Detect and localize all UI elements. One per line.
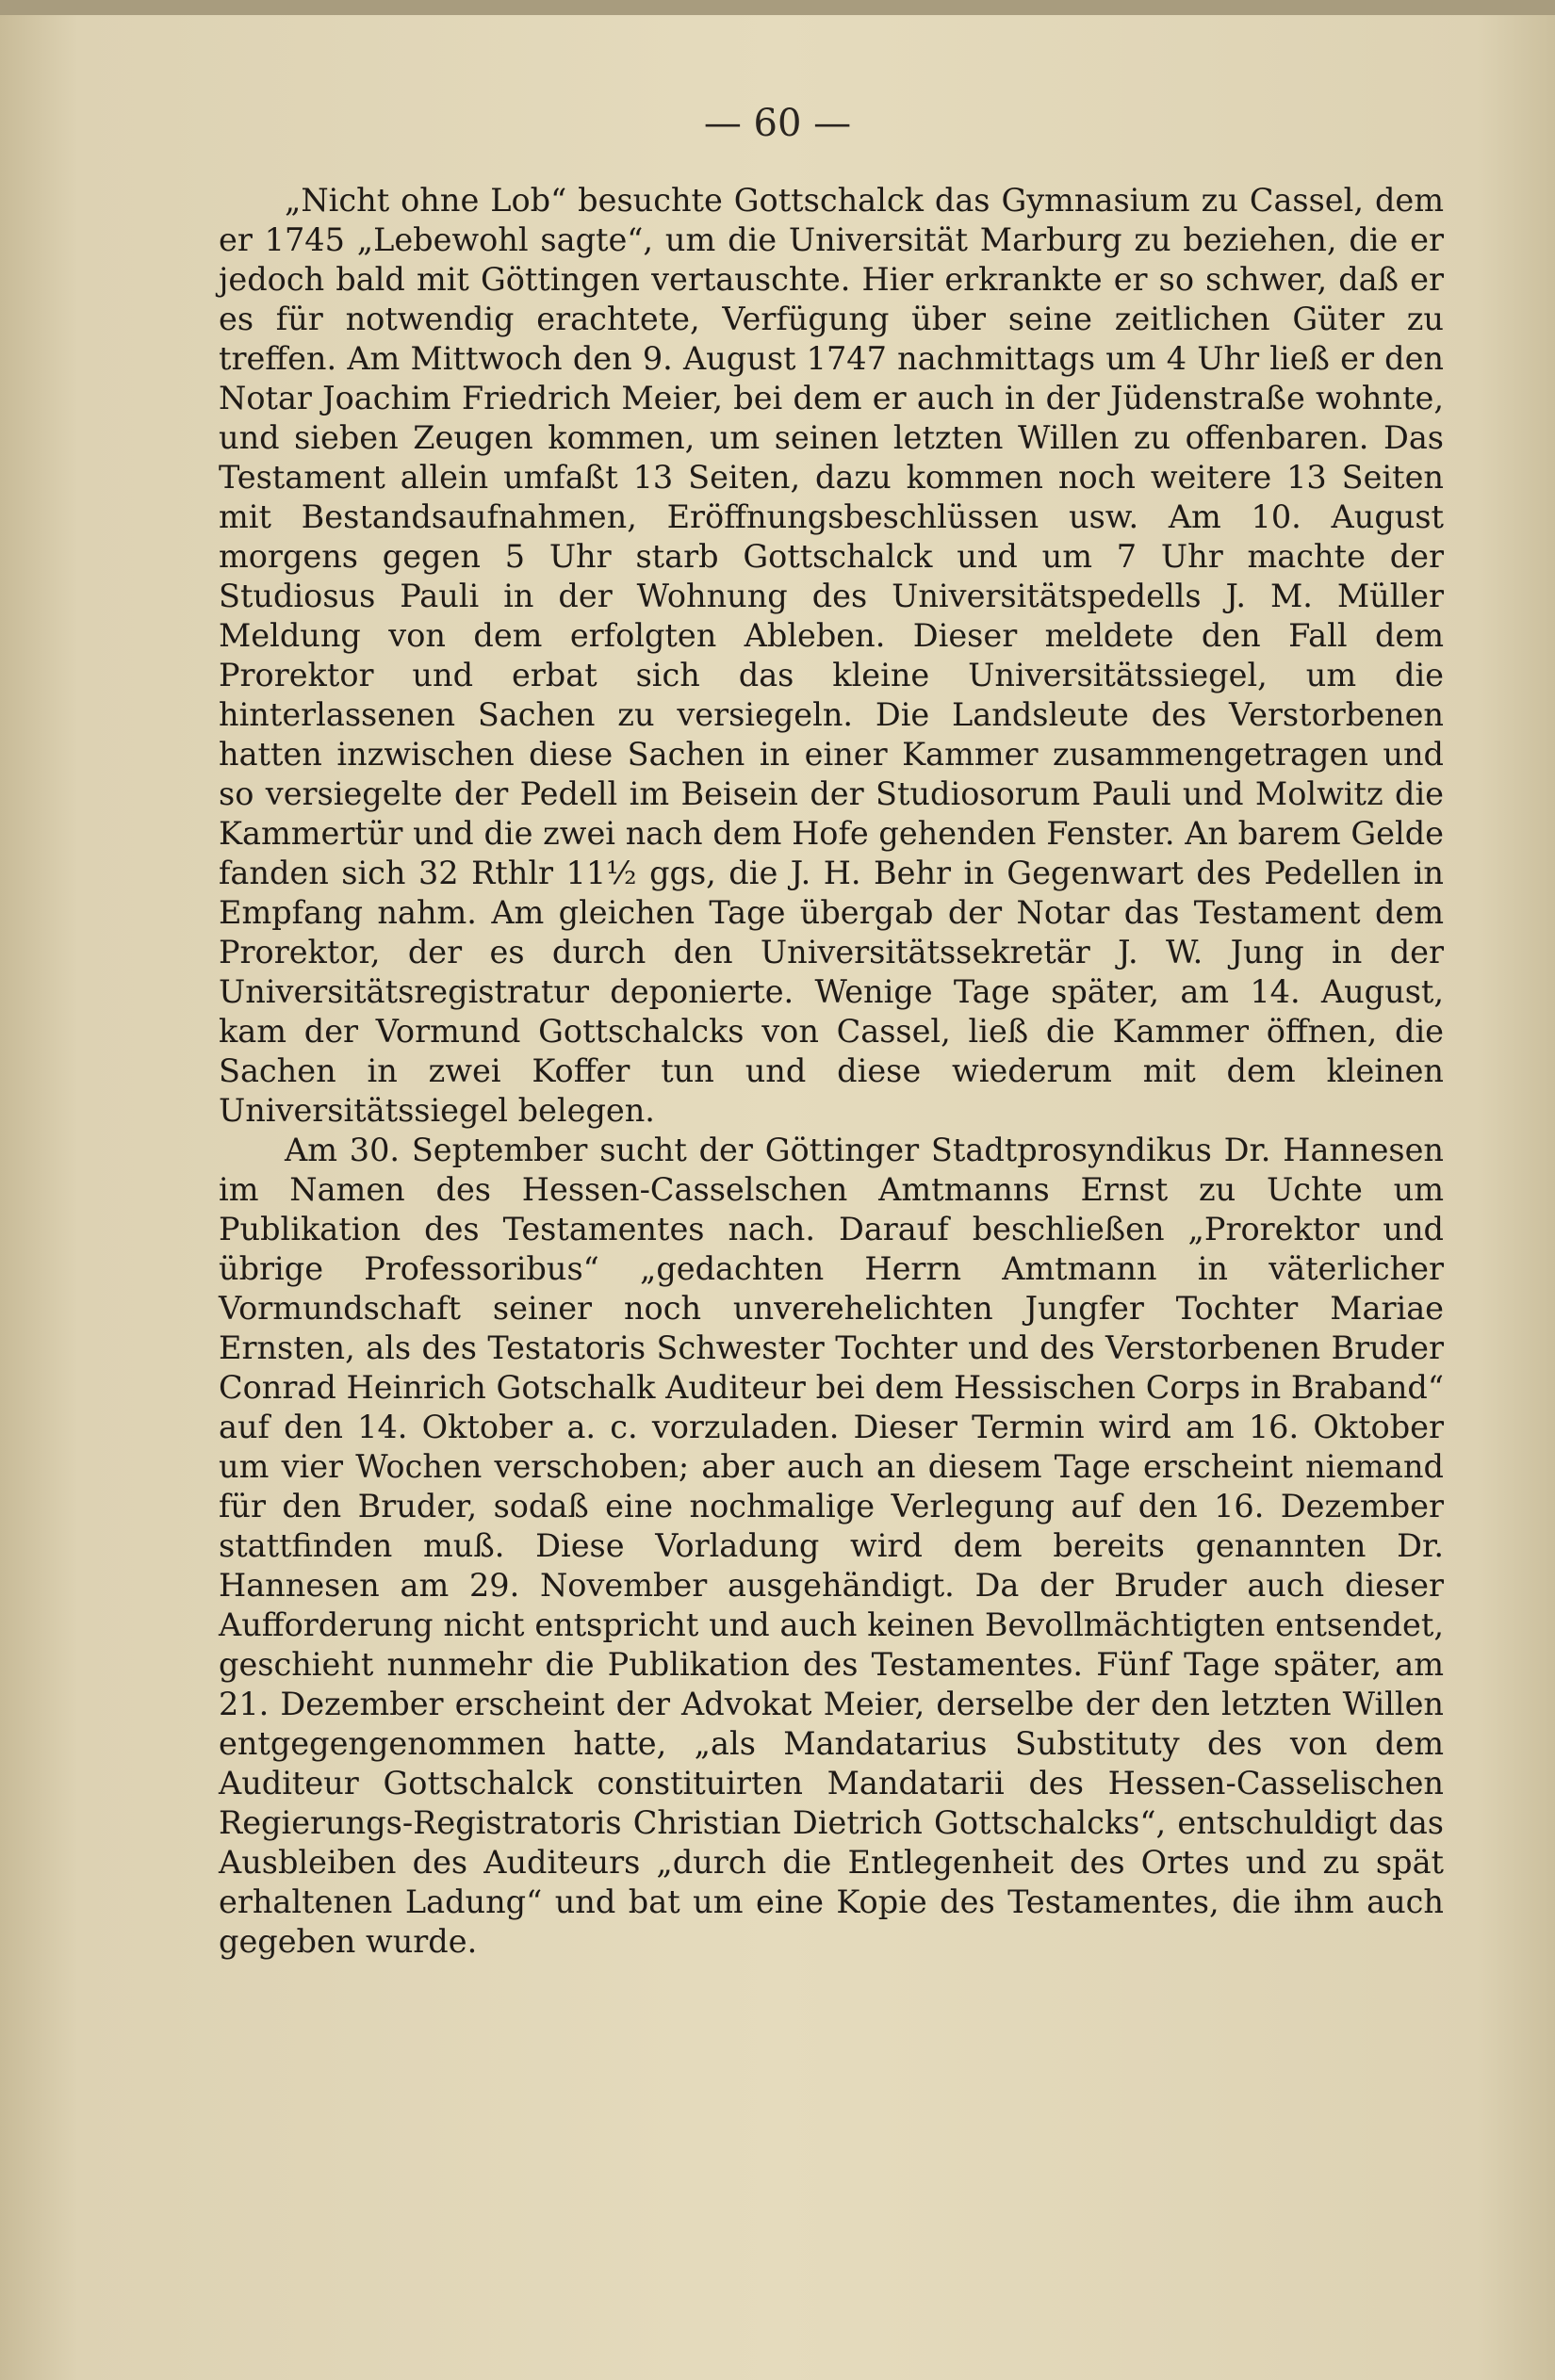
body-text: [219, 181, 1444, 1962]
paragraph-2: Am 30. September sucht der Göttinger Stadtprosyndikus Dr. Hannesen im Namen des Hessen-Casselschen Amtmanns Ernst zu Uchte um Publikation des Testamentes nach. Darauf beschließen „Prorektor und übrige Professoribus“ „gedachten Herrn Amtmann in väterlicher Vormundschaft seiner noch unverehelichten Jungfer Tochter Mariae Ernsten, als des Testatoris Schwester Tochter und des Verstorbenen Bruder Conrad Heinrich Gotschalk Auditeur bei dem Hessischen Corps in Braband“ auf den 14. Oktober a. c. vorzuladen. Dieser Termin wird am 16. Oktober um vier Wochen verschoben; aber auch an diesem Tage erscheint niemand für den Bruder, sodaß eine nochmalige Verlegung auf den 16. Dezember stattfinden muß. Diese Vorladung wird dem bereits genannten Dr. Hannesen am 29. November ausgehändigt. Da der Bruder auch dieser Aufforderung nicht entspricht und auch keinen Bevollmächtigten entsendet, geschieht nunmehr die Publikation des Testamentes. Fünf Tage später, am 21. Dezember erscheint der Advokat Meier, derselbe der den letzten Willen entgegengenommen hatte, „als Mandatarius Substituty des von dem Auditeur Gottschalck constituirten Mandatarii des Hessen-Casselischen Regierungs-Registratoris Christian Dietrich Gottschalcks“, entschuldigt das Ausbleiben des Auditeurs „durch die Entlegenheit des Ortes und zu spät erhaltenen Ladung“ und bat um eine Kopie des Testamentes, die ihm auch gegeben wurde.: [219, 1132, 1444, 1960]
page-number: — 60 —: [703, 102, 852, 145]
paragraph-1: „Nicht ohne Lob“ besuchte Gottschalck das Gymnasium zu Cassel, dem er 1745 „Lebewohl sagte“, um die Universität Marburg zu beziehen, die er jedoch bald mit Göttingen vertauschte. Hier erkrankte er so schwer, daß er es für notwendig erachtete, Verfügung über seine zeitlichen Güter zu treffen. Am Mittwoch den 9. August 1747 nachmittags um 4 Uhr ließ er den Notar Joachim Friedrich Meier, bei dem er auch in der Jüdenstraße wohnte, und sieben Zeugen kommen, um seinen letzten Willen zu offenbaren. Das Testament allein umfaßt 13 Seiten, dazu kommen noch weitere 13 Seiten mit Bestandsaufnahmen, Eröffnungsbeschlüssen usw. Am 10. August morgens gegen 5 Uhr starb Gottschalck und um 7 Uhr machte der Studiosus Pauli in der Wohnung des Universitätspedells J. M. Müller Meldung von dem erfolgten Ableben. Dieser meldete den Fall dem Prorektor und erbat sich das kleine Universitätssiegel, um die hinterlassenen Sachen zu versiegeln. Die Landsleute des Verstorbenen hatten inzwischen diese Sachen in einer Kammer zusammengetragen und so versiegelte der Pedell im Beisein der Studiosorum Pauli und Molwitz die Kammertür und die zwei nach dem Hofe gehenden Fenster. An barem Gelde fanden sich 32 Rthlr 11½ ggs, die J. H. Behr in Gegenwart des Pedellen in Empfang nahm. Am gleichen Tage übergab der Notar das Testament dem Prorektor, der es durch den Universitätssekretär J. W. Jung in der Universitätsregistratur deponierte. Wenige Tage später, am 14. August, kam der Vormund Gottschalcks von Cassel, ließ die Kammer öffnen, die Sachen in zwei Koffer tun und diese wiederum mit dem kleinen Universitätssiegel belegen.: [219, 182, 1444, 1129]
page-edge: [0, 0, 1555, 15]
